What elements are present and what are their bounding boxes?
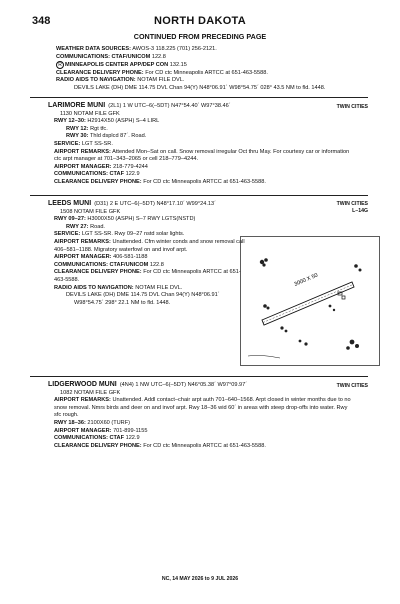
lidgerwood-region: TWIN CITIES xyxy=(336,383,368,389)
section-divider xyxy=(30,97,368,98)
road-line xyxy=(248,355,280,358)
leeds-entry: LEEDS MUNI (D31) 2 E UTC–6(–5DT) N48°17.10´ W99°24.13´ 1508 NOTAM FILE GFK RWY 09–27: H3000X50 (ASPH) S–7 RWY LGTS(NSTD) RWY 27: Road. SERVICE: LGT SS-SR. Rwy 09–27 nstd solar lights. AIRPORT REMARKS: Unattended. Cfm winter conds and snow removal call 406–581–1188. Migratory waterfowl on and invof arpt. AIRPORT MANAGER: 406-581-1188 COMMUNICATIONS: CTAF/UNICOM 122.8 CLEARANCE DELIVERY PHONE: For CD ctc Minneapolis ARTCC at 651-463-5588. RADIO AIDS TO NAVIGATION: NOTAM FILE DVL. DEVILS LAKE (DH) DME 114.75 DVL Chan 94(Y) N48°06.91´ W98°54.75´ 298° 22.1 NM to fld. 1448. xyxy=(48,200,245,306)
airport-name: LIDGERWOOD MUNI xyxy=(48,381,117,388)
radar-circle-icon: R xyxy=(56,61,64,69)
tree-icons xyxy=(260,258,362,350)
section-divider xyxy=(30,195,368,196)
runway xyxy=(262,282,354,325)
airport-name: LEEDS MUNI xyxy=(48,200,92,207)
airport-diagram xyxy=(240,236,380,366)
lidgerwood-entry: LIDGERWOOD MUNI (4N4) 1 NW UTC–6(–5DT) N46°05.38´ W97°09.97´ 1082 NOTAM FILE GFK AIRPORT REMARKS: Unattended. Addl contact–chair arpt auth 701–640–1568. Arpt closed in winter months due to no snow removal. Nmrs birds and deer on and invof arpt. Rwy 18–36 wid 60´ in areas with steep drop-offs into water. Rwy sfc rough. RWY 18–36: 2100X60 (TURF) AIRPORT MANAGER: 701-899-1155 COMMUNICATIONS: CTAF 122.9 CLEARANCE DELIVERY PHONE: For CD ctc Minneapolis ARTCC at 651-463-5588. xyxy=(48,381,351,449)
leeds-region: TWIN CITIES L–14G xyxy=(336,201,368,214)
runway-dimension-label: 3000 X 50 xyxy=(293,272,319,288)
page-number: 348 xyxy=(32,15,51,27)
larimore-region: TWIN CITIES xyxy=(336,104,368,110)
section-divider xyxy=(30,376,368,377)
airport-name: LARIMORE MUNI xyxy=(48,102,106,109)
prev-entry: WEATHER DATA SOURCES: AWOS-3 118.225 (701) 256-2121. COMMUNICATIONS: CTAF/UNICOM 122.8 R MINNEAPOLIS CENTER APP/DEP CON 132.15 CLEARANCE DELIVERY PHONE: For CD ctc Minneapolis ARTCC at 651-463-5588. RADIO AIDS TO NAVIGATION: NOTAM FILE DVL. DEVILS LAKE (DH) DME 114.75 DVL Chan 94(Y) N48°06.91´ W98°54.75´ 028° 43.5 NM to fld. 1448. xyxy=(56,46,326,91)
page-footer: NC, 14 MAY 2026 to 9 JUL 2026 xyxy=(161,576,239,582)
larimore-entry: LARIMORE MUNI (2L1) 1 W UTC–6(–5DT) N47°54.40´ W97°38.46´ 1130 NOTAM FILE GFK RWY 12–30: H2914X50 (ASPH) S–4 LIRL RWY 12: Rgt tfc. RWY 30: Thld dsplcd 87´. Road. SERVICE: LGT SS-SR. AIRPORT REMARKS: Attended Mon–Sat on call. Snow removal irregular Oct thru May. For courtesy car or information ctc arpt manager at 701–343–2065 or cell 218–779–4244. AIRPORT MANAGER: 218-779-4244 COMMUNICATIONS: CTAF 122.9 CLEARANCE DELIVERY PHONE: For CD ctc Minneapolis ARTCC at 651-463-5588. xyxy=(48,102,350,185)
chart-ref: L–14G xyxy=(352,208,368,214)
continued-note: CONTINUED FROM PRECEDING PAGE xyxy=(133,32,267,41)
state-title: NORTH DAKOTA xyxy=(154,15,246,27)
page-header xyxy=(0,15,400,31)
